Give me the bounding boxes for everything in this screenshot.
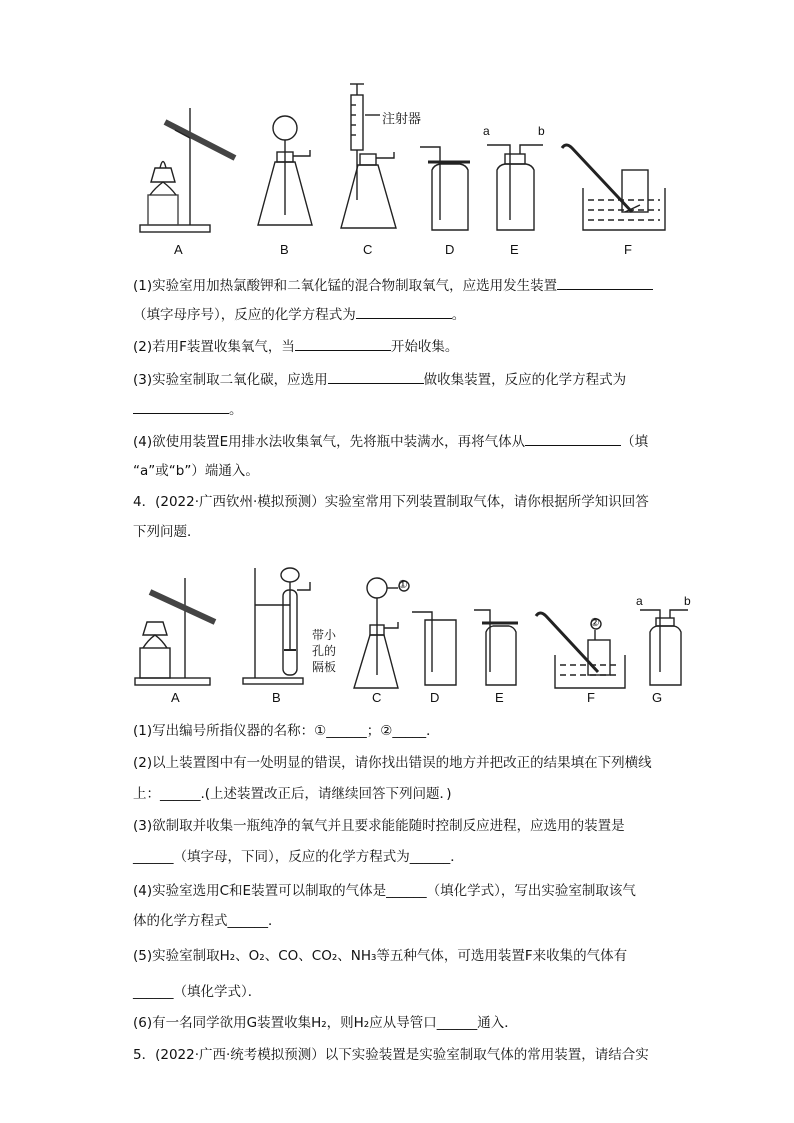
- answer-blank[interactable]: [557, 276, 653, 290]
- answer-blank[interactable]: [295, 337, 391, 351]
- plate-label-2: 孔的: [312, 644, 337, 658]
- port-a-label: a: [483, 124, 490, 138]
- answer-blank[interactable]: [133, 400, 229, 414]
- figure1-label-e: E: [510, 242, 519, 257]
- figure2-label-f: F: [587, 690, 595, 705]
- figure2-label-c: C: [372, 690, 382, 705]
- g-port-a-label: a: [636, 594, 643, 608]
- callout-2: ②: [590, 617, 600, 629]
- figure2-label-g: G: [652, 690, 663, 705]
- q4-p4a: (4)实验室选用C和E装置可以制取的气体是______（填化学式），写出实验室制取该气: [133, 883, 636, 899]
- callout-1: ①: [398, 579, 408, 591]
- stand-base-a: [140, 225, 210, 232]
- q4-p2a: (2)以上装置图中有一处明显的错误，请你找出错误的地方并把改正的结果填在下列横线: [133, 755, 652, 771]
- q3-line-3: (2)若用F装置收集氧气，当 开始收集。: [133, 339, 459, 355]
- answer-blank[interactable]: [328, 370, 424, 384]
- figure1-label-a: A: [174, 242, 183, 257]
- figure2-label-b: B: [272, 690, 281, 705]
- apparatus-drawing-1: [0, 70, 794, 260]
- q3-line-2: （填字母序号），反应的化学方程式为 。: [133, 307, 466, 323]
- figure2-label-a: A: [171, 690, 180, 705]
- q4-p5b: ______（填化学式）．: [133, 984, 262, 1000]
- q3-line-6: (4)欲使用装置E用排水法收集氧气，先将瓶中装满水，再将气体从 （填: [133, 434, 649, 450]
- figure1-label-f: F: [624, 242, 632, 257]
- q3-line-1: (1)实验室用加热氯酸钾和二氧化锰的混合物制取氧气，应选用发生装置: [133, 276, 653, 295]
- q3-line-4: (3)实验室制取二氧化碳，应选用 做收集装置，反应的化学方程式为: [133, 372, 627, 388]
- q3-line-7: “a”或“b”）端通入。: [133, 463, 259, 479]
- q4-p4b: 体的化学方程式______．: [133, 913, 282, 929]
- q4-p5a: (5)实验室制取H₂、O₂、CO、CO₂、NH₃等五种气体，可选用装置F来收集的气体有: [133, 948, 628, 964]
- answer-blank[interactable]: [525, 432, 621, 446]
- answer-blank[interactable]: [356, 305, 452, 319]
- figure2-label-e: E: [495, 690, 504, 705]
- figure1-label-c: C: [363, 242, 373, 257]
- q4-p3a: (3)欲制取并收集一瓶纯净的氧气并且要求能能随时控制反应进程，应选用的装置是: [133, 818, 625, 834]
- q4-p1: (1)写出编号所指仪器的名称：①______；②_____．: [133, 723, 440, 739]
- g-port-b-label: b: [684, 594, 691, 608]
- q4-p3b: ______（填字母，下同），反应的化学方程式为______．: [133, 849, 464, 865]
- figure2-label-d: D: [430, 690, 440, 705]
- apparatus-drawing-2: [0, 560, 794, 710]
- apparatus-figure-1: [0, 70, 794, 260]
- q3-line-5: 。: [133, 400, 243, 419]
- q4-intro-line-2: 下列问题．: [133, 524, 201, 540]
- syringe-label: 注射器: [382, 111, 422, 126]
- port-b-label: b: [538, 124, 545, 138]
- plate-label-3: 隔板: [312, 660, 337, 674]
- figure1-label-d: D: [445, 242, 455, 257]
- plate-label-1: 带小: [312, 628, 337, 642]
- q4-intro-line-1: 4．(2022·广西钦州·模拟预测）实验室常用下列装置制取气体，请你根据所学知识回答: [133, 494, 649, 510]
- q5-intro: 5．(2022·广西·统考模拟预测）以下实验装置是实验室制取气体的常用装置，请结合实: [133, 1047, 649, 1063]
- figure1-label-b: B: [280, 242, 289, 257]
- q4-p2b: 上：______.(上述装置改正后，请继续回答下列问题．): [133, 786, 452, 802]
- apparatus-figure-2: [0, 560, 794, 710]
- q4-p6: (6)有一名同学欲用G装置收集H₂，则H₂应从导管口______通入．: [133, 1015, 518, 1031]
